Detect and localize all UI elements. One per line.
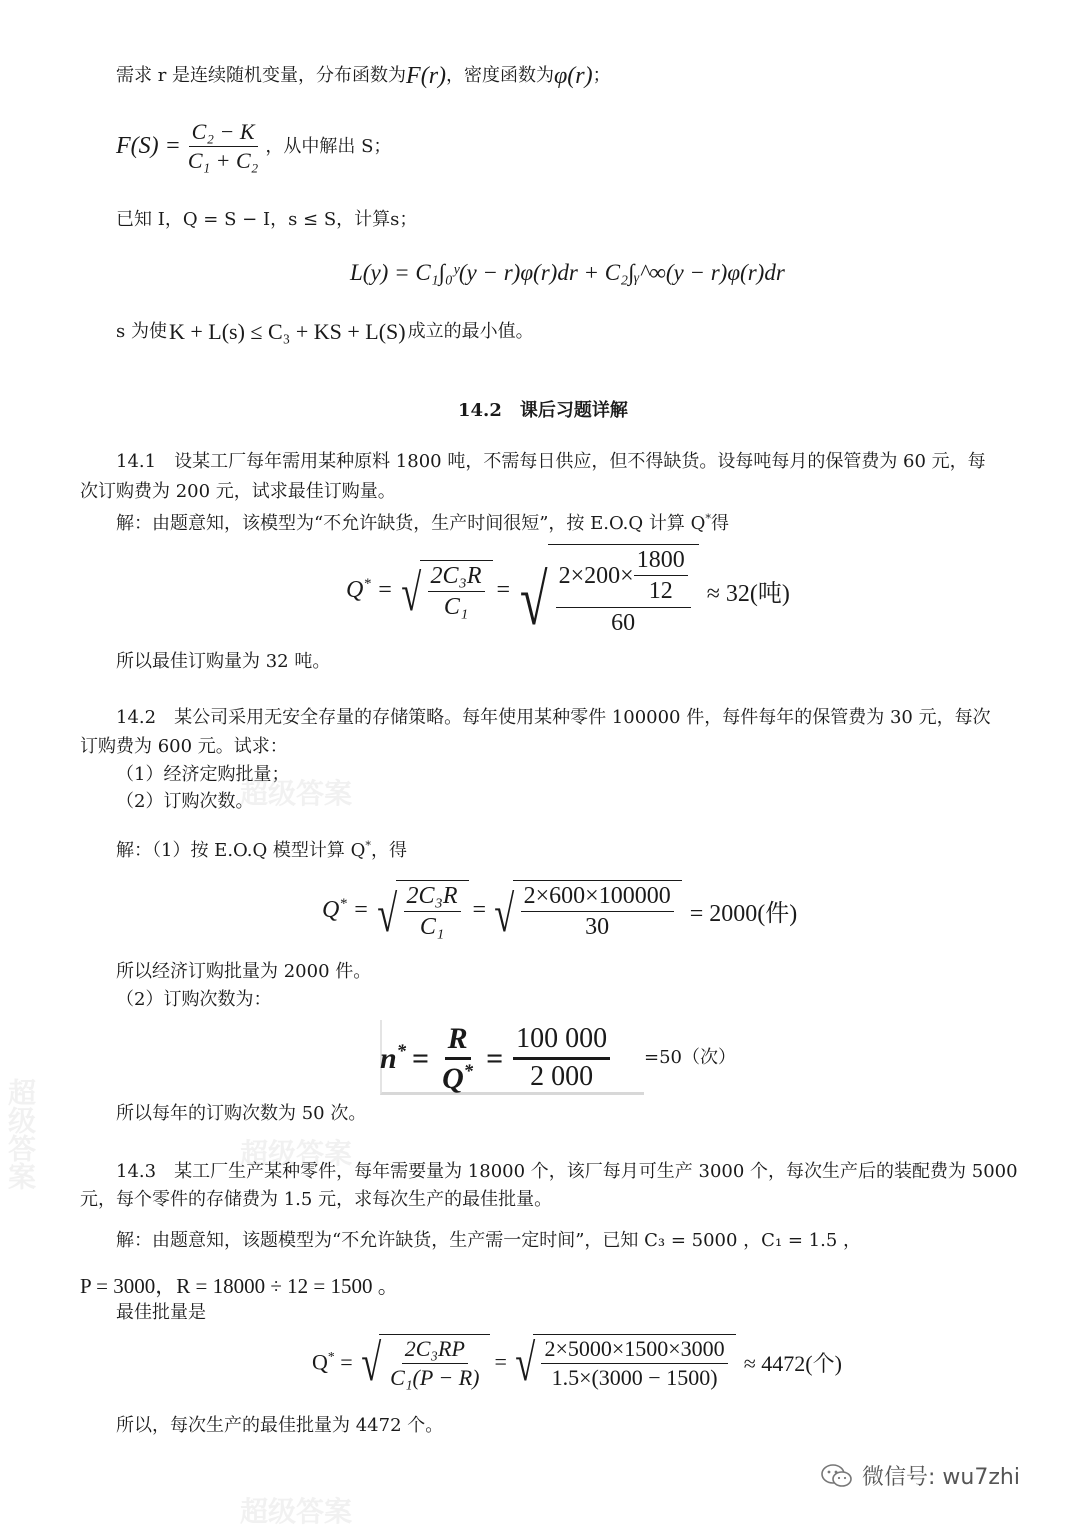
- solution-text-end: 得: [710, 513, 729, 534]
- solution-text-main: 解：由题意知，该模型为“不允许缺货，生产时间很短”，按 E.O.Q 计算 Q: [116, 513, 706, 534]
- wechat-label: 微信号: wu7zhi: [862, 1465, 1020, 1490]
- intro-text: ，从中解出 S；: [265, 135, 392, 157]
- intro-text: 需求 r 是连续随机变量，分布函数为: [116, 65, 407, 86]
- solution-text: （2）订购次数为：: [116, 989, 272, 1010]
- intro-line-2: [116, 120, 391, 173]
- solution-text: [116, 507, 729, 536]
- sqrt: √ $\frac{\text{2C₃R}}{\text{C₁}}$: [397, 560, 493, 621]
- numerator: 2×5000×1500×3000: [541, 1337, 727, 1364]
- fraction: [387, 1337, 482, 1390]
- fraction: [404, 883, 461, 941]
- star: *: [365, 839, 371, 852]
- denominator: C₁(P − R): [390, 1365, 480, 1391]
- watermark: 超级答案: [240, 1495, 353, 1528]
- fraction: [439, 1022, 476, 1095]
- fraction: [521, 883, 674, 941]
- numerator: C₂ − K: [189, 120, 258, 147]
- eq-lhs: Q* =: [346, 576, 393, 604]
- answer-text: 所以每年的订购次数为 50 次。: [116, 1103, 367, 1124]
- wechat-icon: [820, 1462, 854, 1490]
- star: *: [705, 512, 711, 525]
- intro-line-1: [116, 64, 611, 88]
- problem-text: 14.3 某工厂生产某种零件，每年需要量为 18000 个，该厂每月可生产 3000 个，每次生产后的装配费为 5000: [116, 1161, 1018, 1182]
- numerator: 2C₃R: [428, 563, 485, 592]
- denominator: C₁: [443, 594, 469, 621]
- eq-lhs: Q* =: [322, 896, 369, 924]
- fraction: [185, 120, 262, 173]
- problem-text: 次订购费为 200 元，试求最佳订购量。: [80, 481, 396, 502]
- eq-result: ≈ 32(吨): [706, 580, 790, 607]
- solution-text: 解：由题意知，该题模型为“不允许缺货，生产需一定时间”，已知 C₃ = 5000 ，C₁ = 1.5 ，: [116, 1230, 862, 1251]
- solution-text-end: ，得: [371, 840, 407, 861]
- denominator: 60: [611, 609, 636, 636]
- epq-equation: Q* = √ $\frac{\text{2C₃RP}}{\text{C₁(P − R)}}$ = √ $\frac{2\times 5000\times 1500\times 3000}{1.5\times(3000 - 1500)}$ ≈ 4472(个): [312, 1335, 842, 1393]
- sqrt: √ $\frac{2\times 5000\times 1500\times 3000}{1.5\times(3000 - 1500)}$: [511, 1334, 736, 1390]
- denominator: 30: [585, 914, 610, 941]
- intro-text: ；: [592, 65, 611, 86]
- eq-result: = 2000(件): [689, 900, 798, 927]
- problem-item: （2）订购次数。: [116, 791, 254, 812]
- problem-text: 元，每个零件的存储费为 1.5 元，求每次生产的最佳批量。: [80, 1189, 553, 1210]
- eoq-equation-2: Q* = √ $\frac{\text{2C₃R}}{\text{C₁}}$ = √ $\frac{2\times 600\times 100000}{30}$ = 2000(件): [322, 880, 797, 941]
- solution-text: [116, 834, 407, 863]
- intro-line-5: [116, 320, 534, 344]
- sqrt: √ 2×200× $\frac{1800}{12}$ 60: [514, 544, 699, 636]
- denominator: Q*: [442, 1061, 474, 1095]
- given-values: P = 3000，R = 18000 ÷ 12 = 1500 。: [80, 1274, 399, 1298]
- fraction: [428, 563, 485, 621]
- watermark: 超级答案: [240, 777, 353, 810]
- order-count-equation: n* = $\frac{R}{Q^*}$ = $\frac{100 000}{2 000}$: [380, 1022, 614, 1095]
- loss-function-equation: L(y) = C₁∫₀ʸ(y − r)φ(r)dr + C₂∫ᵧ^∞(y − r)φ(r)dr: [350, 260, 785, 285]
- answer-text: 所以，每次生产的最佳批量为 4472 个。: [116, 1415, 444, 1436]
- problem-text: 14.2 某公司采用无安全存量的存储策略。每年使用某种零件 100000 件，每件每年的保管费为 30 元，每次: [116, 707, 991, 728]
- solution-text: 最佳批量是: [116, 1302, 206, 1323]
- sqrt: √ $\frac{2\times 600\times 100000}{30}$: [490, 880, 682, 941]
- intro-text: ，密度函数为: [446, 65, 555, 86]
- distribution-function: F(r): [406, 63, 447, 89]
- eq-result: =50（次）: [644, 1047, 736, 1068]
- watermark: 超级答案: [240, 1137, 353, 1170]
- eoq-equation-1: Q* = √ $\frac{\text{2C₃R}}{\text{C₁}}$ = √ 2×200× $\frac{1800}{12}$ 60 ≈ 32(吨): [346, 544, 790, 636]
- numerator: 2×600×100000: [521, 883, 674, 912]
- denominator: 2 000: [530, 1061, 594, 1092]
- eq-lhs: Q* =: [312, 1349, 353, 1375]
- watermark: 超级答案: [4, 1078, 37, 1190]
- numerator: 100 000: [513, 1024, 610, 1060]
- answer-text: 所以最佳订购量为 32 吨。: [116, 651, 331, 672]
- section-title: 14.2 课后习题详解: [458, 400, 628, 421]
- sqrt: √ $\frac{\text{2C₃R}}{\text{C₁}}$: [373, 880, 469, 941]
- sqrt: √ $\frac{\text{2C₃RP}}{\text{C₁(P − R)}}$: [357, 1334, 491, 1390]
- fraction: [513, 1024, 610, 1093]
- problem-item: （1）经济定购批量；: [116, 764, 290, 785]
- fraction: [541, 1337, 727, 1390]
- answer-text: 所以经济订购批量为 2000 件。: [116, 961, 372, 982]
- inequality: K + L(s) ≤ C₃ + KS + L(S): [168, 319, 406, 344]
- intro-line-3: 已知 I，Q = S − I，s ≤ S，计算s；: [116, 209, 418, 230]
- equation-lhs: F(S) =: [116, 133, 181, 160]
- denominator: 1.5×(3000 − 1500): [551, 1365, 718, 1391]
- solution-text-main: 解：（1）按 E.O.Q 模型计算 Q: [116, 840, 366, 861]
- fraction: [556, 547, 691, 636]
- eq-lhs: n*: [380, 1041, 406, 1075]
- intro-text: 成立的最小值。: [407, 321, 534, 342]
- wechat-badge: [820, 1460, 1020, 1491]
- numerator: 2C₃RP: [402, 1337, 468, 1364]
- intro-text: s 为使: [116, 321, 167, 342]
- numerator: 2×200× $\frac{1800}{12}$: [556, 547, 691, 608]
- numerator: R: [445, 1022, 471, 1060]
- numerator: 2C₃R: [404, 883, 461, 912]
- denominator: C₁: [419, 914, 445, 941]
- denominator: C₁ + C₂: [187, 148, 259, 174]
- problem-text: 14.1 设某工厂每年需用某种原料 1800 吨，不需每日供应，但不得缺货。设每吨每月的保管费为 60 元，每: [116, 451, 986, 472]
- problem-text: 订购费为 600 元。试求：: [80, 736, 288, 757]
- density-function: φ(r): [554, 63, 593, 89]
- eq-result: ≈ 4472(个): [743, 1350, 842, 1376]
